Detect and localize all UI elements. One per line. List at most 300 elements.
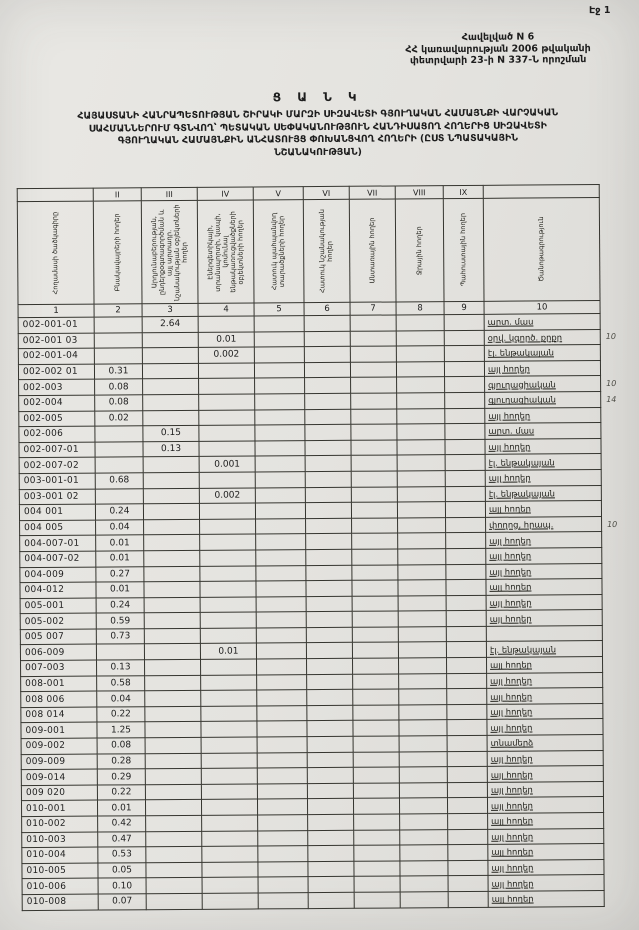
- margin-note: [603, 672, 629, 688]
- cell-area-value: 0.47: [98, 831, 146, 847]
- cell-area-value: [257, 705, 307, 721]
- cell-purpose: այլ հողեր: [484, 360, 600, 376]
- cell-purpose: [486, 625, 602, 641]
- cell-area-value: [353, 752, 399, 768]
- cell-plot-code: 004 005: [20, 520, 96, 536]
- cell-area-value: [399, 736, 447, 752]
- cell-area-value: [397, 455, 445, 471]
- cell-area-value: [258, 846, 308, 862]
- cell-purpose: այլ հողեր: [487, 672, 603, 688]
- col-header-vertical-text: Անտառային հողեր: [367, 217, 377, 284]
- cell-area-value: [199, 441, 255, 457]
- margin-note: [600, 313, 626, 329]
- cell-area-value: [397, 408, 445, 424]
- margin-note: [604, 859, 630, 875]
- cell-area-value: [447, 767, 487, 783]
- cell-purpose: այլ հողեր: [486, 594, 602, 610]
- cell-area-value: [353, 798, 399, 814]
- cell-area-value: [353, 705, 399, 721]
- col-header-number: 4: [198, 303, 254, 316]
- margin-note: [604, 875, 630, 891]
- col-header-vertical: [483, 198, 600, 302]
- table-row: [22, 890, 630, 910]
- cell-area-value: [307, 690, 353, 706]
- table-header: [17, 184, 626, 317]
- margin-note: [603, 766, 629, 782]
- cell-area-value: [201, 706, 257, 722]
- margin-note: [602, 610, 628, 626]
- cell-purpose: այլ հողեր: [485, 501, 601, 517]
- cell-area-value: [351, 502, 397, 518]
- cell-area-value: 0.01: [198, 332, 254, 348]
- cell-area-value: [202, 831, 258, 847]
- cell-area-value: [258, 830, 308, 846]
- cell-area-value: [307, 783, 353, 799]
- cell-area-value: [145, 784, 201, 800]
- cell-area-value: [351, 409, 397, 425]
- cell-area-value: [352, 564, 398, 580]
- appendix-block: [405, 31, 591, 67]
- cell-area-value: [258, 893, 308, 909]
- cell-area-value: [351, 393, 397, 409]
- cell-area-value: 0.24: [95, 504, 143, 520]
- margin-gutter: [599, 197, 626, 300]
- cell-plot-code: 002-007-01: [19, 442, 95, 458]
- cell-area-value: [446, 579, 486, 595]
- col-header-vertical-text: Ջրային հողեր: [414, 225, 424, 275]
- cell-area-value: [146, 831, 202, 847]
- cell-plot-code: 002-001-04: [18, 348, 94, 364]
- cell-area-value: [200, 597, 256, 613]
- cell-plot-code: 009-001: [21, 722, 97, 738]
- cell-area-value: [145, 691, 201, 707]
- cell-plot-code: 010-004: [22, 847, 98, 863]
- col-header-roman: IX: [443, 185, 483, 198]
- cell-area-value: [448, 876, 488, 892]
- cell-purpose: այլ հողեր: [488, 828, 604, 844]
- cell-area-value: [94, 348, 142, 364]
- cell-plot-code: 002-006: [19, 426, 95, 442]
- cell-area-value: [305, 456, 351, 472]
- cell-area-value: [145, 769, 201, 785]
- cell-area-value: [308, 830, 354, 846]
- cell-area-value: [144, 581, 200, 597]
- col-header-roman: VII: [349, 186, 395, 199]
- cell-area-value: [398, 564, 446, 580]
- col-header-vertical: [443, 198, 484, 301]
- col-header-number: 10: [484, 301, 600, 315]
- cell-area-value: [400, 829, 448, 845]
- cell-area-value: [448, 891, 488, 907]
- cell-plot-code: 004-007-01: [20, 535, 96, 551]
- cell-area-value: [201, 768, 257, 784]
- cell-purpose: արտ. մաս: [485, 423, 601, 439]
- cell-area-value: [306, 518, 352, 534]
- cell-area-value: [254, 316, 304, 332]
- margin-note: 10: [606, 379, 617, 389]
- margin-note: [601, 500, 627, 516]
- cell-area-value: [304, 346, 350, 362]
- cell-area-value: [142, 363, 198, 379]
- margin-note: [602, 594, 628, 610]
- cell-area-value: 0.13: [143, 441, 199, 457]
- document-heading: [0, 107, 638, 162]
- margin-note: [602, 532, 628, 548]
- cell-area-value: [444, 346, 484, 362]
- cell-area-value: [352, 611, 398, 627]
- cell-area-value: [256, 643, 306, 659]
- cell-area-value: [307, 705, 353, 721]
- cell-area-value: [350, 346, 396, 362]
- cell-purpose: էլ. ենթակայան: [485, 454, 601, 470]
- cell-purpose: այլ հողեր: [486, 610, 602, 626]
- cell-area-value: 0.53: [98, 847, 146, 863]
- col-header-vertical: [141, 200, 198, 303]
- col-header-vertical: [93, 201, 142, 304]
- margin-note: [603, 797, 629, 813]
- cell-area-value: [445, 455, 485, 471]
- cell-area-value: [307, 736, 353, 752]
- cell-area-value: [198, 363, 254, 379]
- cell-area-value: [145, 659, 201, 675]
- cell-area-value: 0.02: [95, 410, 143, 426]
- col-header-number: 8: [396, 302, 444, 315]
- cell-area-value: [201, 721, 257, 737]
- cell-area-value: [447, 751, 487, 767]
- margin-note: [602, 578, 628, 594]
- cell-area-value: [352, 533, 398, 549]
- cell-area-value: [202, 862, 258, 878]
- cell-area-value: [143, 379, 199, 395]
- cell-area-value: [397, 393, 445, 409]
- cell-area-value: 0.07: [98, 894, 146, 910]
- cell-area-value: [146, 847, 202, 863]
- cell-area-value: [399, 673, 447, 689]
- cell-area-value: [307, 767, 353, 783]
- cell-purpose: այլ հողեր: [486, 579, 602, 595]
- cell-area-value: [445, 439, 485, 455]
- cell-area-value: [256, 550, 306, 566]
- cell-area-value: [350, 362, 396, 378]
- cell-plot-code: 004-012: [20, 582, 96, 598]
- cell-area-value: [445, 408, 485, 424]
- cell-area-value: [353, 689, 399, 705]
- cell-area-value: [307, 658, 353, 674]
- margin-note: [604, 812, 630, 828]
- cell-area-value: [201, 737, 257, 753]
- cell-area-value: [255, 378, 305, 394]
- cell-area-value: [447, 782, 487, 798]
- col-header-vertical-text: Ծանոթագրություն: [536, 216, 546, 283]
- cell-purpose: այլ հողեր: [487, 703, 603, 719]
- margin-gutter: [600, 300, 626, 313]
- cell-area-value: [396, 346, 444, 362]
- cell-purpose: փողոց, հրապ.: [486, 516, 602, 532]
- land-table: [17, 184, 631, 911]
- cell-area-value: 0.24: [96, 597, 144, 613]
- cell-area-value: [254, 362, 304, 378]
- margin-note: [603, 750, 629, 766]
- cell-area-value: [397, 439, 445, 455]
- col-header-vertical: [253, 200, 304, 303]
- margin-note: [603, 703, 629, 719]
- cell-area-value: [143, 503, 199, 519]
- cell-area-value: 0.01: [96, 582, 144, 598]
- cell-area-value: [354, 892, 400, 908]
- cell-area-value: 0.42: [98, 816, 146, 832]
- margin-note: [604, 844, 630, 860]
- cell-area-value: [397, 377, 445, 393]
- cell-plot-code: 002-001-01: [18, 317, 94, 333]
- cell-area-value: [199, 410, 255, 426]
- cell-plot-code: 004 001: [19, 504, 95, 520]
- cell-area-value: [351, 424, 397, 440]
- cell-area-value: [444, 314, 484, 330]
- cell-area-value: [307, 721, 353, 737]
- cell-area-value: [308, 892, 354, 908]
- cell-area-value: [399, 720, 447, 736]
- margin-note: [604, 890, 630, 906]
- cell-purpose: այլ հողեր: [486, 563, 602, 579]
- cell-area-value: [144, 535, 200, 551]
- cell-area-value: [446, 533, 486, 549]
- cell-area-value: [145, 722, 201, 738]
- cell-area-value: [448, 829, 488, 845]
- cell-area-value: [94, 332, 142, 348]
- cell-area-value: [142, 332, 198, 348]
- cell-area-value: [199, 503, 255, 519]
- vertical-header-row: [17, 197, 626, 304]
- col-header-vertical-text: Բնակավայրերի հողեր: [112, 213, 122, 292]
- cell-area-value: [447, 798, 487, 814]
- col-header-number: 2: [94, 304, 142, 317]
- cell-area-value: [202, 893, 258, 909]
- margin-note: 10: [607, 519, 618, 529]
- col-header-roman: V: [253, 187, 303, 200]
- heading-line: ՍԱՀՄԱՆՆԵՐՈՒՄ ԳՏՆՎՈՂ՝ ՊԵՏԱԿԱՆ ՍԵՓԱԿԱՆՈՒԹՅՈՒՆ ՀԱՆԴԻՍԱՑՈՂ ՀՈՂԵՐԻՑ ՍԻԶԱՎԵՏԻ: [88, 120, 547, 135]
- cell-area-value: [255, 409, 305, 425]
- cell-area-value: [351, 471, 397, 487]
- cell-area-value: [396, 361, 444, 377]
- cell-area-value: 0.13: [97, 660, 145, 676]
- appendix-line: Հավելված N 6: [461, 31, 535, 43]
- cell-purpose: այլ հողեր: [488, 813, 604, 829]
- cell-area-value: [352, 658, 398, 674]
- cell-area-value: [397, 486, 445, 502]
- cell-purpose: այլ հողեր: [487, 766, 603, 782]
- cell-area-value: [201, 753, 257, 769]
- cell-area-value: 0.05: [98, 863, 146, 879]
- page-number: Էջ 1: [588, 4, 611, 17]
- cell-plot-code: 005-002: [20, 613, 96, 629]
- cell-plot-code: 010-001: [21, 800, 97, 816]
- cell-area-value: [399, 751, 447, 767]
- cell-area-value: [397, 502, 445, 518]
- cell-area-value: [445, 501, 485, 517]
- cell-area-value: [256, 534, 306, 550]
- cell-area-value: 0.15: [143, 425, 199, 441]
- cell-area-value: [199, 472, 255, 488]
- margin-note: [601, 485, 627, 501]
- cell-plot-code: 002-001 03: [18, 333, 94, 349]
- cell-area-value: 0.002: [198, 347, 254, 363]
- margin-note: 10: [605, 332, 616, 342]
- cell-area-value: [257, 721, 307, 737]
- cell-area-value: [144, 597, 200, 613]
- cell-purpose: այլ հողեր: [488, 875, 604, 891]
- col-header-vertical: [197, 200, 254, 303]
- cell-area-value: [446, 548, 486, 564]
- cell-purpose: օրվ. կգործ. քրքր: [484, 329, 600, 345]
- cell-purpose: տնամերձ: [487, 735, 603, 751]
- cell-purpose: այլ հողեր: [487, 781, 603, 797]
- margin-note: [601, 407, 627, 423]
- cell-purpose: էլ. ենթակայան: [484, 345, 600, 361]
- cell-area-value: [144, 613, 200, 629]
- cell-area-value: [350, 315, 396, 331]
- cell-area-value: [305, 424, 351, 440]
- cell-area-value: [398, 642, 446, 658]
- cell-area-value: [143, 394, 199, 410]
- list-title: Ց Ա Ն Կ: [272, 89, 363, 105]
- cell-area-value: 0.58: [97, 675, 145, 691]
- cell-area-value: [255, 456, 305, 472]
- cell-area-value: [400, 892, 448, 908]
- cell-area-value: [256, 565, 306, 581]
- cell-area-value: [305, 487, 351, 503]
- heading-line: ԳՅՈՒՂԱԿԱՆ ՀԱՄԱՅՆՔԻՆ ԱՆՀԱՏՈՒՅՑ ՓՈԽԱՆՑՎՈՂ ՀՈՂԵՐԻ (ԸՍՏ ՆՊԱՏԱԿԱՅԻՆ: [117, 132, 518, 147]
- cell-area-value: [256, 596, 306, 612]
- cell-area-value: [257, 799, 307, 815]
- cell-area-value: [304, 315, 350, 331]
- cell-area-value: [146, 893, 202, 909]
- cell-plot-code: 009 020: [21, 785, 97, 801]
- cell-purpose: այլ հողեր: [485, 407, 601, 423]
- cell-area-value: [199, 425, 255, 441]
- cell-area-value: [353, 674, 399, 690]
- cell-area-value: [255, 487, 305, 503]
- margin-note: [601, 469, 627, 485]
- cell-area-value: [445, 392, 485, 408]
- cell-area-value: [254, 347, 304, 363]
- cell-area-value: [445, 377, 485, 393]
- cell-area-value: [353, 720, 399, 736]
- margin-note: [602, 563, 628, 579]
- cell-plot-code: 002-002 01: [18, 364, 94, 380]
- cell-purpose: այլ հողեր: [488, 890, 604, 906]
- cell-area-value: [202, 877, 258, 893]
- col-header-number: 1: [18, 304, 94, 318]
- cell-area-value: [145, 753, 201, 769]
- cell-purpose: այլ հողեր: [487, 797, 603, 813]
- cell-area-value: [258, 861, 308, 877]
- cell-area-value: [306, 627, 352, 643]
- cell-area-value: 0.04: [97, 691, 145, 707]
- cell-area-value: [255, 472, 305, 488]
- cell-area-value: [351, 377, 397, 393]
- col-header-number: 6: [304, 302, 350, 315]
- cell-purpose: այլ հողեր: [485, 438, 601, 454]
- cell-area-value: [95, 441, 143, 457]
- cell-area-value: [144, 644, 200, 660]
- cell-area-value: [200, 550, 256, 566]
- cell-area-value: [445, 486, 485, 502]
- cell-plot-code: 009-002: [21, 738, 97, 754]
- cell-purpose: այլ հողեր: [488, 859, 604, 875]
- cell-area-value: [308, 877, 354, 893]
- cell-area-value: [202, 846, 258, 862]
- cell-area-value: 0.01: [200, 643, 256, 659]
- cell-area-value: [200, 519, 256, 535]
- heading-line: ՀԱՅԱՍՏԱՆԻ ՀԱՆՐԱՊԵՏՈՒԹՅԱՆ ՇԻՐԱԿԻ ՄԱՐԶԻ ՍԻԶԱՎԵՏԻ ԳՅՈՒՂԱԿԱՆ ՀԱՄԱՅՆՔԻ ՎԱՐՉԱԿԱՆ: [77, 107, 559, 122]
- margin-note: [601, 438, 627, 454]
- col-header-roman: III: [141, 187, 197, 200]
- col-header-roman: II: [93, 188, 141, 201]
- cell-area-value: [352, 580, 398, 596]
- cell-area-value: 0.001: [199, 456, 255, 472]
- cell-plot-code: 005-001: [20, 598, 96, 614]
- cell-area-value: [444, 361, 484, 377]
- cell-area-value: [95, 457, 143, 473]
- cell-area-value: 0.27: [96, 566, 144, 582]
- cell-purpose: այլ հողեր: [487, 719, 603, 735]
- cell-plot-code: 003-001 02: [19, 489, 95, 505]
- cell-area-value: [305, 471, 351, 487]
- cell-purpose: արտ. մաս: [484, 314, 600, 330]
- cell-area-value: [146, 815, 202, 831]
- cell-plot-code: 008 014: [21, 707, 97, 723]
- col-header-vertical-text: Հատուկ պահպանվող տարածքների հողեր: [269, 212, 286, 291]
- cell-area-value: [397, 424, 445, 440]
- cell-area-value: [308, 861, 354, 877]
- cell-area-value: [143, 488, 199, 504]
- cell-area-value: 0.59: [96, 613, 144, 629]
- cell-area-value: [306, 580, 352, 596]
- cell-area-value: [354, 876, 400, 892]
- cell-plot-code: 009-009: [21, 754, 97, 770]
- cell-area-value: 0.73: [96, 629, 144, 645]
- cell-area-value: [96, 644, 144, 660]
- cell-area-value: [306, 643, 352, 659]
- cell-area-value: [95, 488, 143, 504]
- cell-area-value: [199, 378, 255, 394]
- cell-area-value: [352, 642, 398, 658]
- cell-area-value: [351, 440, 397, 456]
- cell-area-value: [145, 737, 201, 753]
- cell-area-value: [398, 580, 446, 596]
- cell-area-value: [399, 782, 447, 798]
- cell-area-value: [200, 612, 256, 628]
- margin-note: [602, 656, 628, 672]
- cell-area-value: [255, 503, 305, 519]
- cell-area-value: [350, 331, 396, 347]
- cell-area-value: [400, 845, 448, 861]
- cell-area-value: [255, 425, 305, 441]
- cell-area-value: [446, 564, 486, 580]
- col-header-vertical: [349, 199, 396, 302]
- cell-area-value: [202, 815, 258, 831]
- cell-plot-code: 006-009: [20, 645, 96, 661]
- cell-plot-code: 003-001-01: [19, 473, 95, 489]
- margin-note: [603, 688, 629, 704]
- cell-purpose: գյուղացիական: [485, 392, 601, 408]
- cell-purpose: այլ հողեր: [488, 844, 604, 860]
- cell-plot-code: 010-005: [22, 863, 98, 879]
- cell-area-value: [200, 565, 256, 581]
- cell-area-value: 0.08: [95, 379, 143, 395]
- cell-area-value: [256, 581, 306, 597]
- cell-area-value: [257, 752, 307, 768]
